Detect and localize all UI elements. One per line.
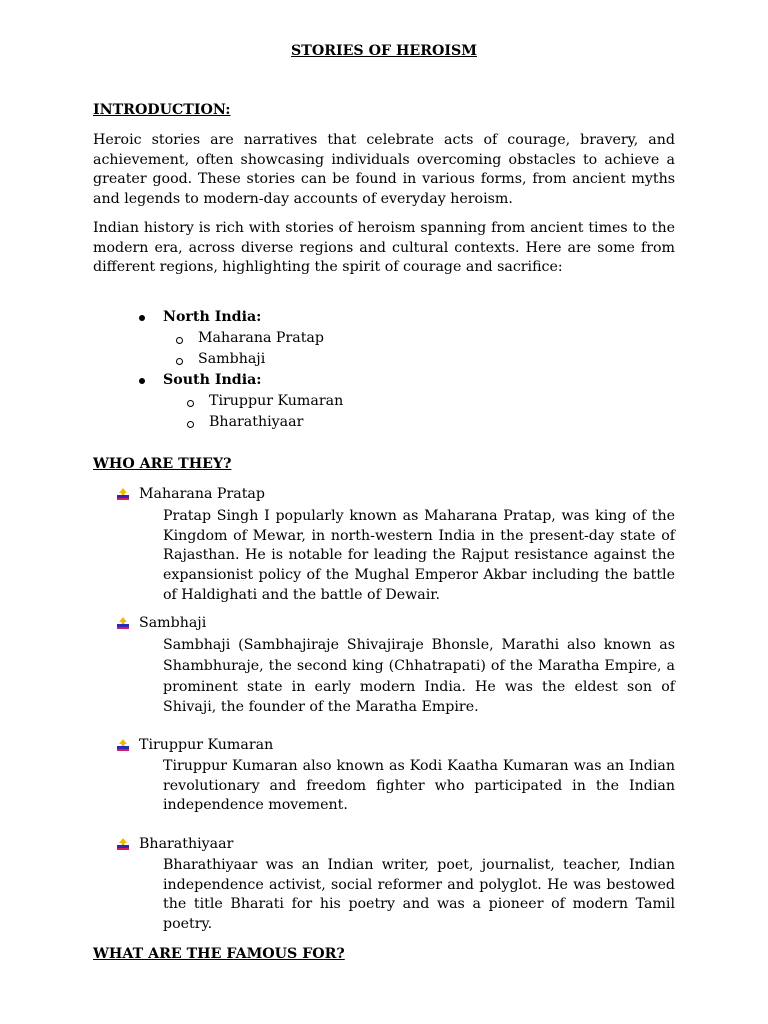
hero-list-name: Maharana Pratap — [198, 330, 324, 346]
hero-description: Sambhaji (Sambhajiraje Shivajiraje Bhonsle, Marathi also known as Shambhuraje, the second king (Chhatrapati) of the Maratha Empire, a prominent state in early modern India. He was the eldest son of Shivaji, the founder of the Maratha Empire. — [163, 637, 675, 716]
who-are-they-heading: WHO ARE THEY? — [93, 456, 232, 472]
hero-list-name: Sambhaji — [198, 351, 266, 367]
hero-name: Maharana Pratap — [139, 486, 265, 502]
intro-paragraph-1: Heroic stories are narratives that celebrate acts of courage, bravery, and achievement, often showcasing individuals overcoming obstacles to achieve a greater good. These stories can be found in various forms, from ancient myths and legends to modern-day accounts of everyday heroism. — [93, 132, 675, 208]
hero-name: Tiruppur Kumaran — [139, 737, 274, 753]
region-north-india — [163, 309, 261, 325]
bullet-dot-icon — [139, 378, 145, 384]
region-south-india — [163, 372, 262, 388]
arrow-bullet-icon — [116, 487, 130, 501]
document-title: STORIES OF HEROISM — [291, 43, 477, 59]
arrow-bullet-icon — [116, 738, 130, 752]
arrow-bullet-icon — [116, 616, 130, 630]
hero-list-name: Tiruppur Kumaran — [209, 393, 344, 409]
famous-for-heading: WHAT ARE THE FAMOUS FOR? — [93, 946, 345, 962]
hero-list-name: Bharathiyaar — [209, 414, 304, 430]
circle-bullet-icon — [187, 421, 194, 428]
region-label: South India: — [163, 372, 262, 388]
region-label: North India: — [163, 309, 262, 325]
hero-name: Bharathiyaar — [139, 836, 234, 852]
introduction-heading: INTRODUCTION: — [93, 102, 231, 118]
list-item — [198, 330, 324, 346]
bullet-dot-icon — [139, 315, 145, 321]
list-item — [209, 414, 303, 430]
hero-description: Tiruppur Kumaran also known as Kodi Kaatha Kumaran was an Indian revolutionary and freedom fighter who participated in the Indian independence movement. — [163, 758, 675, 814]
intro-paragraph-2: Indian history is rich with stories of heroism spanning from ancient times to the modern era, across diverse regions and cultural contexts. Here are some from different regions, highlighting the spirit of courage and sacrifice: — [93, 220, 675, 276]
hero-description: Bharathiyaar was an Indian writer, poet, journalist, teacher, Indian independence activist, social reformer and polyglot. He was bestowed the title Bharati for his poetry and was a pioneer of modern Tamil poetry. — [163, 857, 675, 933]
arrow-bullet-icon — [116, 837, 130, 851]
list-item — [198, 351, 265, 367]
hero-name: Sambhaji — [139, 615, 207, 631]
list-item — [209, 393, 343, 409]
circle-bullet-icon — [176, 337, 183, 344]
circle-bullet-icon — [176, 358, 183, 365]
hero-description: Pratap Singh I popularly known as Maharana Pratap, was king of the Kingdom of Mewar, in north-western India in the present-day state of Rajasthan. He is notable for leading the Rajput resistance against the expansionist policy of the Mughal Emperor Akbar including the battle of Haldighati and the battle of Dewair. — [163, 508, 675, 603]
circle-bullet-icon — [187, 400, 194, 407]
